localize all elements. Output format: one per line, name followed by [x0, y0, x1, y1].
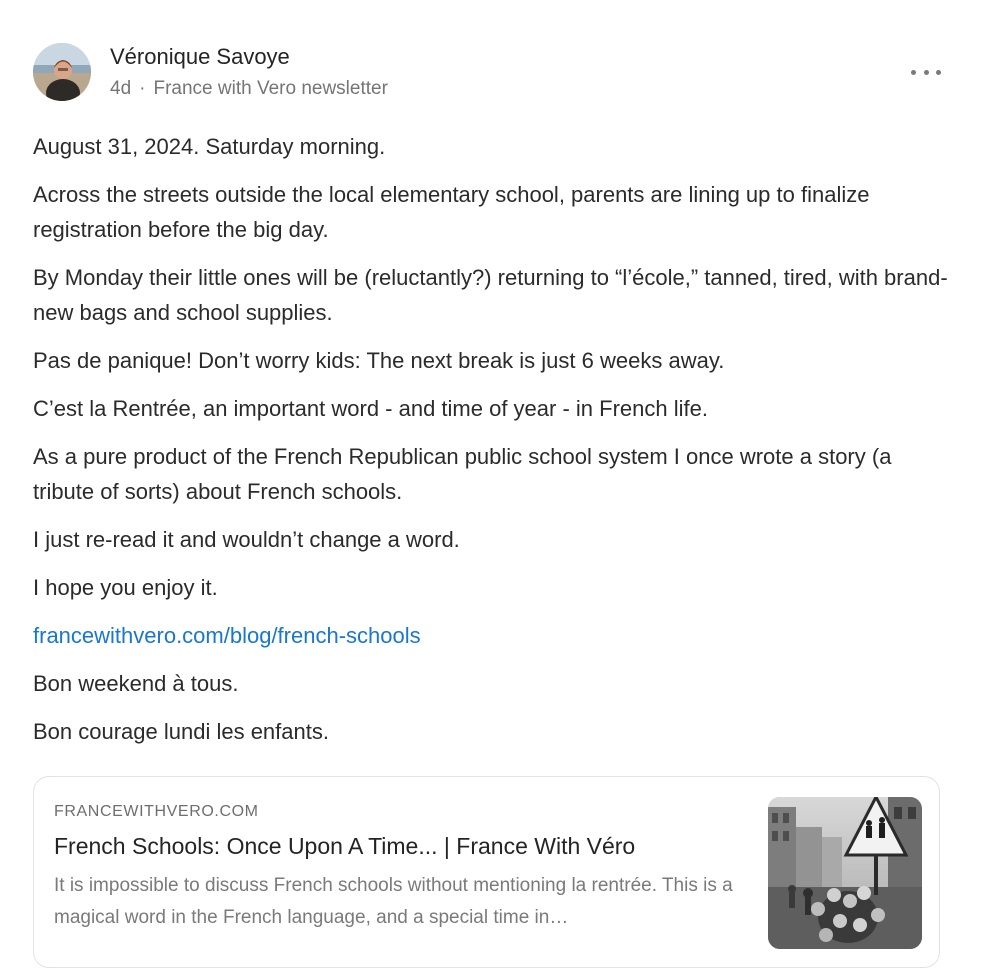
- post-paragraph: By Monday their little ones will be (reluctantly?) returning to “l’école,” tanned, tired, with brand-new bags and school supplies.: [33, 265, 948, 325]
- more-horizontal-icon[interactable]: [911, 63, 941, 81]
- post-paragraph: Bon courage lundi les enfants.: [33, 719, 329, 744]
- card-thumbnail[interactable]: [768, 797, 922, 949]
- avatar[interactable]: [33, 43, 91, 101]
- post-meta: [110, 78, 388, 100]
- post-paragraph: August 31, 2024. Saturday morning.: [33, 134, 386, 159]
- post-paragraph: Pas de panique! Don’t worry kids: The next break is just 6 weeks away.: [33, 348, 725, 373]
- author-name[interactable]: Véronique Savoye: [110, 44, 290, 69]
- post-paragraph: Across the streets outside the local elementary school, parents are lining up to finalize registration before the big day.: [33, 182, 870, 242]
- post-link[interactable]: francewithvero.com/blog/french-schools: [33, 623, 421, 648]
- post-paragraph: As a pure product of the French Republican public school system I once wrote a story (a tribute of sorts) about French schools.: [33, 444, 892, 504]
- post-paragraph: C’est la Rentrée, an important word - and time of year - in French life.: [33, 396, 708, 421]
- more-dot: [924, 70, 929, 75]
- more-dot: [911, 70, 916, 75]
- newsletter-link[interactable]: France with Vero newsletter: [153, 78, 388, 99]
- post-paragraph: Bon weekend à tous.: [33, 671, 239, 696]
- card-title[interactable]: French Schools: Once Upon A Time... | France With Véro: [54, 833, 636, 859]
- card-domain: FRANCEWITHVERO.COM: [54, 803, 259, 820]
- post-paragraph: I just re-read it and wouldn’t change a word.: [33, 527, 460, 552]
- link-preview-card[interactable]: [33, 776, 940, 968]
- post-paragraph: I hope you enjoy it.: [33, 575, 218, 600]
- more-dot: [936, 70, 941, 75]
- post-age: 4d: [110, 78, 132, 99]
- post-header: [33, 43, 943, 103]
- meta-separator: ·: [139, 78, 146, 99]
- post-body: [33, 129, 948, 762]
- card-description: It is impossible to discuss French schools without mentioning la rentrée. This is a magical word in the French language, and a special time in…: [54, 875, 733, 928]
- post-link-paragraph: [33, 618, 948, 653]
